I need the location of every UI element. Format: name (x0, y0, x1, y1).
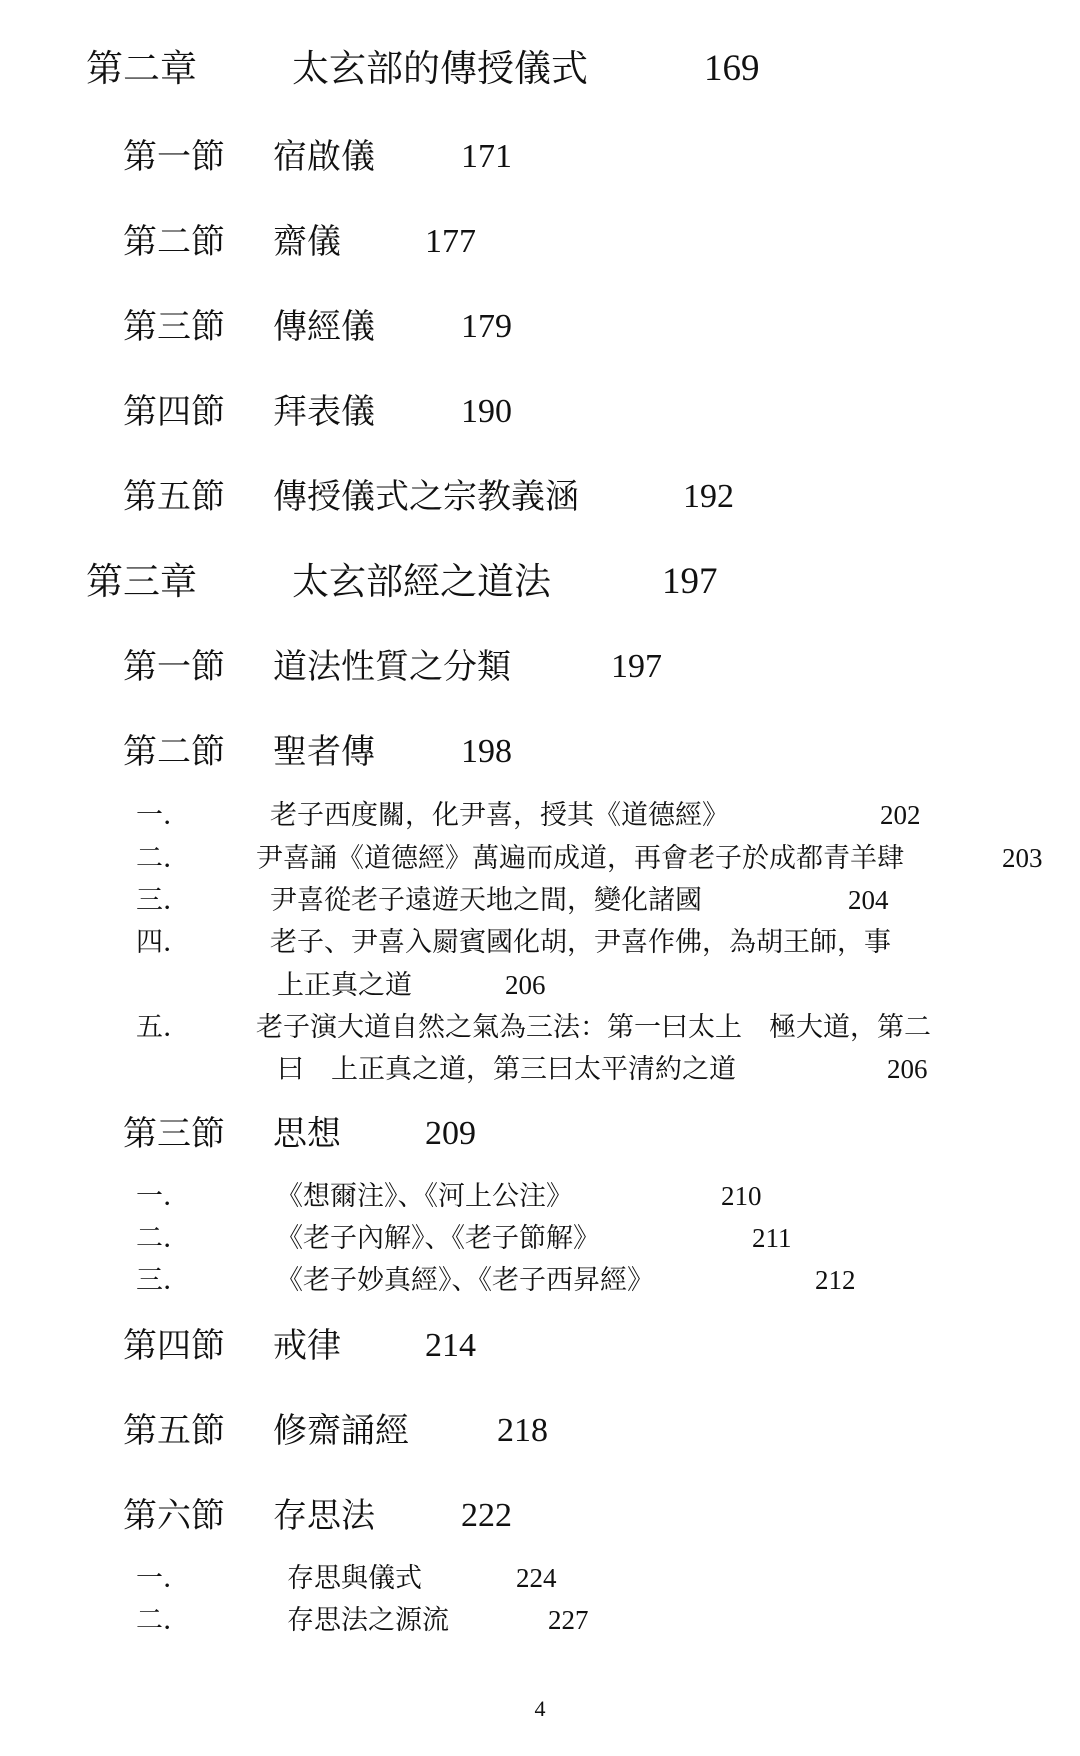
section-page: 179 (461, 308, 512, 345)
section-label: 第四節 (123, 1326, 225, 1366)
section-label: 第四節 (123, 392, 225, 432)
subsection-title: 存思與儀式 (287, 1563, 422, 1594)
subsection-label: 二． (136, 843, 190, 874)
subsection-title: 《想爾注》、《河上公注》 (276, 1181, 573, 1212)
page-number: 4 (534, 1696, 546, 1721)
section-label: 第三節 (123, 307, 225, 347)
subsection-title: 老子、尹喜入罽賓國化胡，尹喜作佛，為胡王師，事 (270, 927, 891, 958)
subsection-title: 老子西度關，化尹喜，授其《道德經》 (270, 800, 729, 831)
section-page: 222 (461, 1497, 512, 1534)
section-title: 齋儀 (273, 222, 341, 262)
section-title: 聖者傳 (273, 732, 375, 772)
section-label: 第二節 (123, 222, 225, 262)
subsection-label: 一． (136, 1563, 190, 1594)
subsection-title: 尹喜從老子遠遊天地之間，變化諸國 (270, 885, 702, 916)
subsection-label: 一． (136, 800, 190, 831)
subsection-title: 尹喜誦《道德經》萬遍而成道，再會老子於成都青羊肆 (256, 843, 904, 874)
section-title: 拜表儀 (273, 392, 375, 432)
section-label: 第二節 (123, 732, 225, 772)
subsection-page: 206 (505, 970, 546, 1000)
section-page: 190 (461, 393, 512, 430)
section-page: 171 (461, 138, 512, 175)
section-label: 第五節 (123, 1411, 225, 1451)
subsection-title: 存思法之源流 (287, 1605, 449, 1636)
chapter-label: 第三章 (86, 560, 197, 603)
section-title: 存思法 (273, 1496, 375, 1536)
section-page: 198 (461, 733, 512, 770)
chapter-title: 太玄部的傳授儀式 (292, 47, 588, 90)
subsection-title: 《老子妙真經》、《老子西昇經》 (276, 1265, 654, 1296)
section-title: 思想 (273, 1114, 341, 1154)
section-label: 第一節 (123, 137, 225, 177)
subsection-page: 227 (548, 1605, 589, 1635)
section-page: 214 (425, 1327, 476, 1364)
subsection-label: 五． (136, 1012, 190, 1043)
section-page: 218 (497, 1412, 548, 1449)
subsection-page: 202 (880, 800, 921, 830)
chapter-label: 第二章 (86, 47, 197, 90)
section-label: 第六節 (123, 1496, 225, 1536)
subsection-title: 《老子內解》、《老子節解》 (276, 1223, 600, 1254)
subsection-page: 206 (887, 1054, 928, 1084)
section-page: 197 (611, 648, 662, 685)
subsection-page: 203 (1002, 843, 1043, 873)
subsection-label: 三． (136, 1265, 190, 1296)
section-title: 戒律 (273, 1326, 341, 1366)
section-title: 宿啟儀 (273, 137, 375, 177)
subsection-title: 老子演大道自然之氣為三法：第一曰太上 極大道，第二 (256, 1012, 931, 1043)
subsection-label: 二． (136, 1605, 190, 1636)
subsection-label: 三． (136, 885, 190, 916)
section-page: 177 (425, 223, 476, 260)
subsection-title-continuation: 曰 上正真之道，第三曰太平清約之道 (277, 1054, 736, 1085)
subsection-page: 210 (721, 1181, 762, 1211)
section-title: 道法性質之分類 (273, 647, 511, 687)
section-label: 第一節 (123, 647, 225, 687)
subsection-label: 一． (136, 1181, 190, 1212)
subsection-page: 212 (815, 1265, 856, 1295)
chapter-page: 169 (704, 48, 760, 89)
section-page: 192 (683, 478, 734, 515)
subsection-page: 224 (516, 1563, 557, 1593)
subsection-page: 211 (752, 1223, 792, 1253)
section-page: 209 (425, 1115, 476, 1152)
subsection-label: 二． (136, 1223, 190, 1254)
subsection-title-continuation: 上正真之道 (277, 970, 412, 1001)
subsection-label: 四． (136, 927, 190, 958)
section-title: 傳經儀 (273, 307, 375, 347)
chapter-page: 197 (662, 561, 718, 602)
subsection-page: 204 (848, 885, 889, 915)
section-label: 第三節 (123, 1114, 225, 1154)
chapter-title: 太玄部經之道法 (292, 560, 551, 603)
section-label: 第五節 (123, 477, 225, 517)
section-title: 修齋誦經 (273, 1411, 409, 1451)
section-title: 傳授儀式之宗教義涵 (273, 477, 579, 517)
